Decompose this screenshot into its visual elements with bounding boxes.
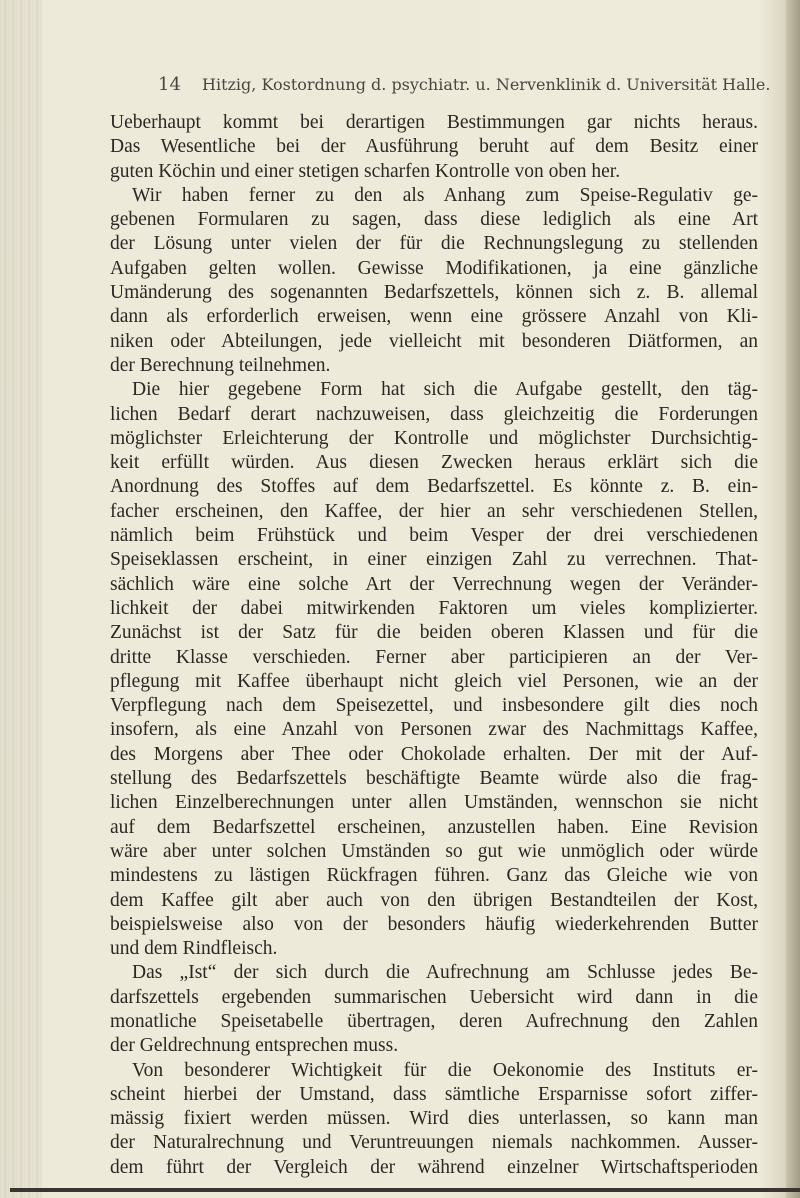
text-line: dann als erforderlich erweisen, wenn eine grössere Anzahl von Kli- <box>110 306 758 328</box>
text-line: lichen Einzelberechnungen unter allen Umständen, wennschon sie nicht <box>110 792 758 814</box>
text-line: Speiseklassen erscheint, in einer einzigen Zahl zu verrechnen. That- <box>110 549 758 571</box>
paragraph <box>110 961 758 1058</box>
text-line: dem Kaffee gilt aber auch von den übrigen Bestandteilen der Kost, <box>110 889 758 911</box>
text-line: darfszettels ergebenden summarischen Uebersicht wird dann in die <box>110 986 758 1008</box>
text-line: pflegung mit Kaffee überhaupt nicht gleich viel Personen, wie an der <box>110 670 758 692</box>
text-line: lichen Bedarf derart nachzuweisen, dass gleichzeitig die Forderungen <box>110 403 758 425</box>
text-line: insofern, als eine Anzahl von Personen zwar des Nachmittags Kaffee, <box>110 719 758 741</box>
paragraph <box>110 111 758 184</box>
text-line: Umänderung des sogenannten Bedarfszettels, können sich z. B. allemal <box>110 282 758 304</box>
text-line: Wir haben ferner zu den als Anhang zum Speise-Regulativ ge- <box>132 184 758 206</box>
text-line: Die hier gegebene Form hat sich die Aufgabe gestellt, den täg- <box>132 379 758 401</box>
text-line: wäre aber unter solchen Umständen so gut wie unmöglich oder würde <box>110 840 758 862</box>
text-line: Verpflegung nach dem Speisezettel, und insbesondere gilt dies noch <box>110 695 758 717</box>
bottom-rule <box>10 1188 800 1192</box>
text-line: Zunächst ist der Satz für die beiden oberen Klassen und für die <box>110 622 758 644</box>
text-line: Von besonderer Wichtigkeit für die Oekonomie des Instituts er- <box>132 1059 758 1081</box>
text-line: mindestens zu lästigen Rückfragen führen. Ganz das Gleiche wie von <box>110 865 758 887</box>
body-text <box>110 111 758 1180</box>
text-line: und dem Rindfleisch. <box>110 938 278 960</box>
text-line: des Morgens aber Thee oder Chokolade erhalten. Der mit der Auf- <box>110 743 758 765</box>
text-line: dem führt der Vergleich der während einzelner Wirtschaftsperioden <box>110 1156 758 1178</box>
text-line: Anordnung des Stoffes auf dem Bedarfszettel. Es könnte z. B. ein- <box>110 476 758 498</box>
text-line: der Geldrechnung entsprechen muss. <box>110 1035 399 1057</box>
text-line: facher erscheinen, den Kaffee, der hier an sehr verschiedenen Stellen, <box>110 500 758 522</box>
text-line: nämlich beim Frühstück und beim Vesper der drei verschiedenen <box>110 525 758 547</box>
text-line: Ueberhaupt kommt bei derartigen Bestimmungen gar nichts heraus. <box>110 112 758 133</box>
paragraph <box>110 378 758 961</box>
running-header <box>158 74 771 95</box>
text-line: keit erfüllt würden. Aus diesen Zwecken heraus erklärt sich die <box>110 452 758 474</box>
text-line: gebenen Formularen zu sagen, dass diese lediglich als eine Art <box>110 209 758 231</box>
running-title: Hitzig, Kostordnung d. psychiatr. u. Nervenklinik d. Universität Halle. <box>202 75 771 94</box>
text-line: stellung des Bedarfszettels beschäftigte Beamte würde also die frag- <box>110 768 758 790</box>
text-line: der Lösung unter vielen der für die Rechnungslegung zu stellenden <box>110 233 758 255</box>
text-line: dritte Klasse verschieden. Ferner aber participieren an der Ver- <box>110 646 758 668</box>
text-line: lichkeit der dabei mitwirkenden Faktoren um vieles komplizierter. <box>110 597 758 619</box>
text-line: Aufgaben gelten wollen. Gewisse Modifikationen, ja eine gänzliche <box>110 257 758 279</box>
text-line: Das Wesentliche bei der Ausführung beruht auf dem Besitz einer <box>110 136 758 158</box>
page-edge-shadow <box>786 0 800 1198</box>
page-gutter-shadow <box>0 0 42 1198</box>
text-line: monatliche Speisetabelle übertragen, deren Aufrechnung den Zahlen <box>110 1010 758 1032</box>
text-line: mässig fixiert werden müssen. Wird dies unterlassen, so kann man <box>110 1108 758 1130</box>
text-line: sächlich wäre eine solche Art der Verrechnung wegen der Veränder- <box>110 573 758 595</box>
paragraph <box>110 1059 758 1180</box>
text-line: guten Köchin und einer stetigen scharfen Kontrolle von oben her. <box>110 160 621 182</box>
text-line: der Berechnung teilnehmen. <box>110 354 331 376</box>
text-line: Das „Ist“ der sich durch die Aufrechnung am Schlusse jedes Be- <box>132 962 758 984</box>
page-number: 14 <box>158 74 181 95</box>
text-line: möglichster Erleichterung der Kontrolle und möglichster Durchsichtig- <box>110 427 758 449</box>
paragraph <box>110 184 758 378</box>
text-line: niken oder Abteilungen, jede vielleicht mit besonderen Diätformen, an <box>110 330 758 352</box>
text-line: der Naturalrechnung und Veruntreuungen niemals nachkommen. Ausser- <box>110 1132 758 1154</box>
text-line: auf dem Bedarfszettel erscheinen, anzustellen haben. Eine Revision <box>110 816 758 838</box>
text-line: beispielsweise also von der besonders häufig wiederkehrenden Butter <box>110 913 758 935</box>
text-line: scheint hierbei der Umstand, dass sämtliche Ersparnisse sofort ziffer- <box>110 1083 758 1105</box>
